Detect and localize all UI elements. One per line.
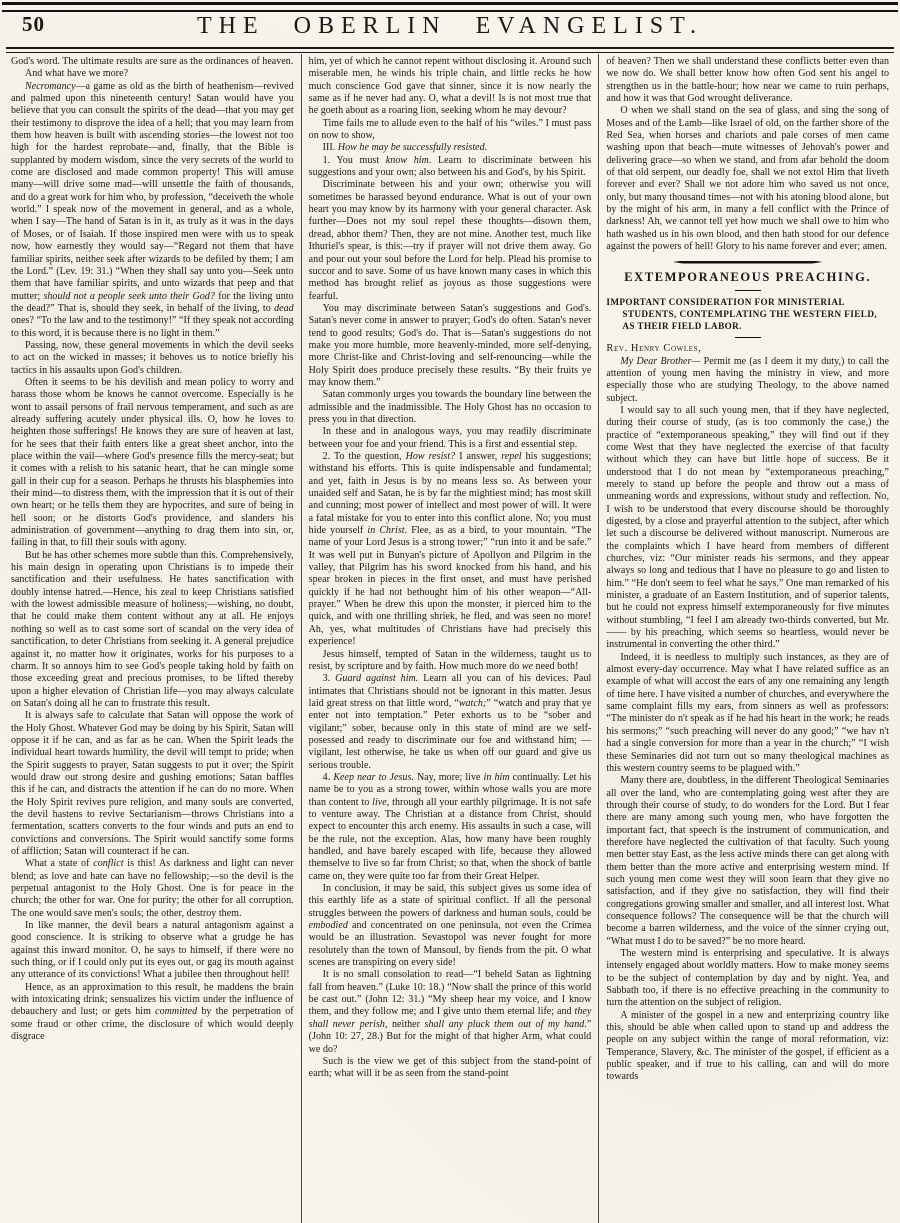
body-paragraph: The western mind is enterprising and speculative. It is always intensely engaged about worldly matters. How to make money seems to be the subject of contemplation by day and by night. Yea, and Sabbath too, if there is no effective preaching in the community to turn the attention on the subject of religion.: [606, 948, 890, 1009]
section-divider-rule: [735, 337, 761, 338]
column-3: [598, 54, 896, 1223]
body-paragraph: In these and in analogous ways, you may readily discriminate between your foe and your friend. This is a first and essential step.: [308, 426, 592, 450]
body-paragraph: III. How he may be successfully resisted.: [322, 142, 488, 154]
body-paragraph: Indeed, it is needless to multiply such instances, as they are of almost every-day occurrence. May what I have related suffice as an example of what will accost the ears of any one remaining any length of time here. I have visited a number of churches, and everywhere the same complaint fills my ears, from sinners as well as professors: “The minister do n't speak as if he had his heart in the work; he reads his sermons;” “such preaching will never do any good;” “we hav n't had a single conversion for more than a year in the church;” “I wish these Seminaries did not turn out so many theological machines as this western country seems to be plagued with.”: [606, 651, 890, 774]
body-paragraph: Such is the view we get of this subject from the stand-point of earth; what will it be as seen from the stand-point: [308, 1055, 592, 1080]
body-paragraph-continuation: of heaven? Then we shall understand these conflicts better even than we now do. We shall better know how often God sent his angel to strengthen us in the battle-hour; how near we came to ruin perhaps, and how it was that God wrought deliverance.: [606, 56, 890, 105]
body-paragraph: My Dear Brother— Permit me (as I deem it my duty,) to call the attention of young men having the ministry in view, and more especially those who are studying Theology, to the above named subject.: [606, 355, 890, 404]
section-divider-rule: [735, 290, 761, 291]
body-paragraph: Necromancy—a game as old as the birth of heathenism—revived and palmed upon this nineteenth century! Satan would have you believe that you can consult the spirits of the dead—that you may get their testimony to disprove the idea of a hell; that you may learn from them how heaven is built with ascending stories—the lowest not too high for the hardest reprobate—and, finally, that the Bible is supplanted by modern wisdom, since the very secrets of the world to come are disclosed and made common property! This will amuse many—will drive some mad—will unsettle the faith of thousands, and do a great work for him who, by profession, “deceiveth the whole world.” I speak now of the movement in general, and as a whole, when I say—The hand of Satan is in it, as truly as it was in the days of Moses, or of Isaiah. If those inspired men were with us to speak now, how earnestly they would say—“Regard not them that have familiar spirits, neither seek after wizards to be defiled by them; I am the Lord.” (Lev. 19: 31.) “When they shall say unto you—Seek unto them that have familiar spirits, and unto wizards that peep and that mutter; should not a people seek unto their God? for the living unto the dead?” That is, should they seek, in behalf of the living, to dead ones? “To the law and to the testimony!” “If they speak not according to this word, it is because there is no light in them.”: [11, 80, 294, 339]
article-columns: [4, 54, 896, 1223]
article-subheading: IMPORTANT CONSIDERATION FOR MINISTERIAL STUDENTS, CONTEMPLATING THE WESTERN FIELD, AS THEIR FIELD LABOR.: [606, 296, 878, 331]
column-1: [4, 54, 301, 1223]
masthead-title: THE OBERLIN EVANGELIST.: [196, 13, 704, 39]
body-paragraph: A minister of the gospel in a new and enterprizing country like this, should be able when called upon to stand up and address the people on any subject within the range of moral reformation, viz: Temperance, Slavery, &c. The minister of the gospel, if efficient as a public speaker, and if true to his calling, can and will do more towards: [606, 1009, 890, 1083]
body-paragraph: O when we shall stand on the sea of glass, and sing the song of Moses and of the Lamb—like Israel of old, on the farther shore of the Red Sea, when horses and chariots and pale corses of men came washing upon that beach—mute witnesses of Jehovah's power and delivering grace—so when we stand, and from afar behold the doom of that old serpent, our deadly foe, shall we not extol Him that liveth forever and ever? Shall we not adore him who saved us not once, only, but many thousand times—not with his atoning blood alone, but by the might of his arm, in many a fell conflict with the Prince of darkness! Ah, we cannot tell yet how much we shall owe to him who hath washed us in his own blood, and then hath stood for our defence against the powers of hell! Glory to his name forever and ever; amen.: [606, 105, 890, 253]
body-paragraph: And what have we more?: [25, 68, 129, 80]
body-paragraph: 4. Keep near to Jesus. Nay, more; live in him continually. Let his name be to you as a strong tower, within whose walls you are more than content to live, through all your earthly pilgrimage. It is not safe to venture away. The Christian at a distance from Christ, should expect to encounter this arch enemy. His assaults in such a case, will be the rule, not the exception. Alas, how many have been roughly handled, and have barely escaped with life, because they allowed themselve to live so far from Christ; so that, when the shock of battle came on, they were quite too far from their Great Helper.: [308, 771, 592, 882]
body-paragraph: 2. To the question, How resist? I answer, repel his suggestions; withstand his efforts. This is quite indispensable and fundamental; and yet, faith in Jesus is by no means less so. As between your unaided self and Satan, he is by far the mightiest mind; has most skill and cunning; most power of intellect and most power of will. It were a fatal mistake for you to enter into this conflict alone. No; you must hide yourself in Christ. Flee, as as a bird, to your mountain. “The name of your Lord Jesus is a strong tower;” “run into it and be safe.” It was well put in Bunyan's picture of Apollyon and Pilgrim in the valley, that Pilgrim has his sword knocked from his hand, and his spear broken in pieces in the first onset, and must have perished quickly if he had not bethought him of his other weapon—“All-prayer.” When he drew this upon the monster, it pierced him to the quick, and with one thrilling shriek, he fled, and was seen no more! Ah, yes, what multitudes of Christians have had precisely this experience!: [308, 451, 592, 648]
body-paragraph: What a state of conflict is this! As darkness and light can never blend; as love and hate can have no fellowship;—so the devil is the perpetual antagonist to the Holy Ghost. One is for peace in the church; the other for war. One for purity; the other for all corruption. The one would save men's souls; the other, destroy them.: [11, 858, 294, 919]
body-paragraph: In conclusion, it may be said, this subject gives us some idea of this earthly life as a state of spiritual conflict. If all the personal struggles between the powers of darkness and human souls, could be embodied and concentrated on one peninsula, not even the Crimea would be an illustration. Sevastopol was never fought for more resolutely than the town of Mansoul, by fiends from the pit. O what scenes are transpiring on every side!: [308, 883, 592, 969]
article-byline: Rev. Henry Cowles,: [606, 342, 702, 354]
body-paragraph: You may discriminate between Satan's suggestions and God's. Satan's never come in answer to prayer; God's do often. Satan's never tend to good results; God's do. That is—Satan's suggestions do not make you more humble, more heavenly-minded, more self-denying, more Christ-like and Christ-loving and self-renouncing—while the Holy Spirit does produce precisely these results. “By their fruits ye may know them.”: [308, 302, 592, 388]
body-paragraph: 3. Guard against him. Learn all you can of his devices. Paul intimates that Christians should not be ignorant in this matter. Jesus laid great stress on that little word, “watch;” “watch and pray that ye enter not into temptation.” Peter exhorts us to be “sober and vigilant;” sober, because only in this state of mind are we self-posessed and ready to discriminate our foe and withstand him; —vigilant, lest otherwise, he take us when off our guard and give us serious trouble.: [308, 673, 592, 771]
body-paragraph: Discriminate between his and your own; otherwise you will sometimes be harassed beyond endurance. What is out of your own heart you may know by its harmony with your general character. Ask further—Does not my soul repel these thoughts—disown them, dread, abhor them? Then, they are not mine. Another test, much like Ithuriel's spear, is this:—try if prayer will not drive them away. Go and pour out your soul before the Lord for help. Plead his promise to succor and to save. Some of us have known many cases in which this method has brought relief as joyous as those suggestions were fearful.: [308, 179, 592, 302]
body-paragraph: I would say to all such young men, that if they have neglected, during their course of study, (as is too commonly the case,) the practice of “extemporaneous speaking,” they will find out if they come West that they have neglected the exercise of that faculty without which they can have but little hope of success. Be it understood that I do not mean by “extemporaneous preaching,” merely to stand up before the people and throw out a mass of unmeaning words and expressions, without study and reflection. No, I wish to be understood that every discourse should be thoroughly digested, by a close and prayerful attention to the subject, after which let such a discourse be delivered without manuscript. Numerous are the complaints which I have heard from members of different churches, viz: “Our minister reads his sermons, and they appear always so long and tedious that I have no pleasure to go and listen to him.” “He don't seem to feel what he says.” One man remarked of his minister, a graduate of an Eastern Institution, and of superior talents, but he could not express himself extemporaneously for five minutes without stumbling, “I feel I am already two-thirds converted, but Mr. —— by his preaching, which seems so heartless, would never be instrumental in converting the other third.”: [606, 404, 890, 651]
body-paragraph: Jesus himself, tempted of Satan in the wilderness, taught us to resist, by scripture and by faith. How much more do we need both!: [308, 648, 592, 672]
column-2: [301, 54, 599, 1223]
body-paragraph: Many there are, doubtless, in the different Theological Seminaries all over the land, who are contemplating going west after they are through their course of study, to do wonders for the Lord. But I fear there are many among such young men, who have forgotten the important fact, that speech is the instrument of communication, and therefore have neglected the cultivation of that faculty. Such young men better stay East, as the less active minds there can get along with them better than the more active and enterprising western mind. If such young men come west they will soon learn that they give no satisfaction, and if they give no satisfaction, they will find their congregations growing smaller and smaller, and all interest lost. What consequence follows? The consequence will be that the church will become a barren wilderness, and the voice of the sinner crying out, “What must I do to be saved?” be no more heard.: [606, 775, 890, 947]
body-paragraph: Time fails me to allude even to the half of his “wiles.” I must pass on now to show,: [308, 117, 592, 142]
page-number: 50: [22, 12, 45, 36]
body-paragraph-continuation: him, yet of which he cannot repent without disclosing it. Around such miserable men, he winds his triple chain, and little recks he how much conscience God gave that sinner, since it is now nearly the same as if he never had any. O, what a devil! Is is not most true that he goeth about as a roaring lion, seeking whom he may devour?: [308, 56, 592, 117]
masthead: [0, 10, 900, 46]
body-paragraph-continuation: God's word. The ultimate results are sure as the ordinances of heaven.: [11, 56, 294, 67]
body-paragraph: 1. You must know him. Learn to discriminate between his suggestions and your own; also between his and God's, by his Spirit.: [308, 154, 592, 179]
masthead-divider-rule: [6, 47, 894, 53]
body-paragraph: But he has other schemes more subtle than this. Comprehensively, his main design in operating upon Christians is to impede their sanctification and their usefulness. He hates sanctification with doubly intense hatred.—Hence, his zeal to keep Christians satisfied with the lowest admissible measure of holiness;—wishing, no doubt, that he could make them content without any at all. He enjoys nothing so well as to cast some sort of scandal on the very idea of sanctification, to deter Christians from seeking it. A general prejudice against it, no matter how it originates, works for his purposes to a charm. It so annoys him to see God's people taking hold by faith on those exceeding great and precious promises, to be lifted thereby upon a higher elevation of Christian life—you may always calculate on Satan's doing all he can to frustrate this result.: [11, 549, 294, 709]
article-heading: EXTEMPORANEOUS PREACHING.: [624, 269, 872, 284]
body-paragraph: Passing, now, these general movements in which the devil seeks to act on the wicked in masses; it behoves us to notice briefly his tactics in his assaults upon God's children.: [11, 339, 294, 376]
body-paragraph: Often it seems to be his devilish and mean policy to worry and harass those whom he knows he cannot overcome. Especially is he wont to assail persons of frail nervous temperament, and such as are already suffering acutely under physical ills. O, how he loves to heighten those sufferings! He knows they are sure of heaven at last, for he sees that their faith enters like a great sheet anchor, into the place within the vail—where God's presence fills the mercy-seat; but it comes with a relish to his satanic heart, that he can mingle some gall in their cup for a season. Perhaps he thrusts his blasphemies into their mind—to distress them, with the impression that it is out of their own heart; or he tells them they are hypocrites, and sure of being in hell soon; or he distorts God's providence, and slanders his administration of government—anything to drag them into sin, or, failing in that, to fill their souls with agony.: [11, 376, 294, 549]
body-paragraph: Satan commonly urges you towards the boundary line between the admissible and the inadmissible. The Holy Ghost has no occasion to press you in that direction.: [308, 389, 592, 425]
body-paragraph: It is always safe to calculate that Satan will oppose the work of the Holy Ghost. Whatever God may be doing by his Spirit, Satan will oppose it if he can, and as far as he can. When the Spirit leads the individual heart towards humility, the devil will tempt to pride; when the Spirit suggests to prayer, Satan suggests to put it over; the Spirit would draw out strong desire and gushing emotions; Satan baffles this if he can, and distracts the attention if he can do no more. When the Holy Spirit revives pure religion, and many souls are converted, the devil hastens to revive Sectarianism—throws Christians into a fermentation, scatters converts to the four winds and puts an end to convictions and conversions. The Spirit would sanctify some forms of affliction; Satan will counteract if he can.: [11, 710, 294, 857]
section-end-rule: [673, 261, 823, 264]
body-paragraph: It is no small consolation to read—“I beheld Satan as lightning fall from heaven.” (Luke 10: 18.) “Now shall the prince of this world be cast out.” (John 12: 31.) “My sheep hear my voice, and I know them, and they follow me; and I give unto them eternal life; and they shall never perish, neither shall any pluck them out of my hand.” (John 10: 27, 28.) But for the might of that higher Arm, what could we do?: [308, 969, 592, 1055]
body-paragraph: Hence, as an approximation to this result, he maddens the brain with intoxicating drink; sensualizes his victim under the influence of debauchery and lust; or gets him committed by the perpetration of some fraud or other crime, the disclosure of which would deeply disgrace: [11, 981, 294, 1043]
body-paragraph: In like manner, the devil bears a natural antagonism against a good conscience. It is striking to observe what a grudge he has against this inward monitor. O, he says to himself, if there were no such thing, or if I could only put its eyes out, or gag its mouth against any utterance of its convictions! What a jubilee then throughout hell!: [11, 920, 294, 981]
